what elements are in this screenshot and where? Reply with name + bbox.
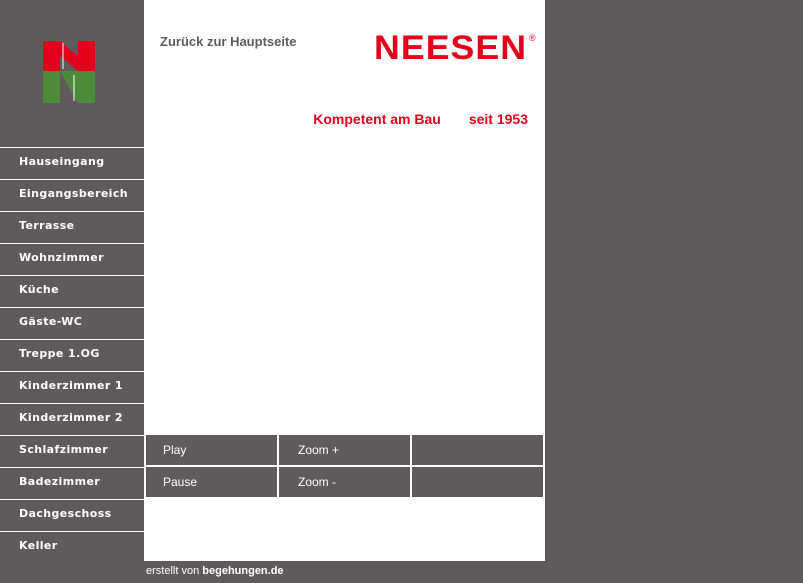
- sidebar-item-kinderzimmer-2[interactable]: Kinderzimmer 2: [0, 403, 144, 433]
- pause-button[interactable]: Pause: [146, 467, 277, 497]
- footer-site-link[interactable]: begehungen.de: [202, 565, 284, 577]
- tagline: [313, 111, 528, 127]
- sidebar-nav: [0, 147, 144, 563]
- registered-mark: ®: [529, 33, 536, 43]
- sidebar-item-dachgeschoss[interactable]: Dachgeschoss: [0, 499, 144, 529]
- footer-credit: [146, 565, 284, 577]
- since-year: seit 1953: [468, 111, 528, 127]
- empty-control-slot: [412, 467, 543, 497]
- sidebar-item-eingangsbereich[interactable]: Eingangsbereich: [0, 179, 144, 209]
- sidebar-item-keller[interactable]: Keller: [0, 531, 144, 561]
- sidebar-item-treppe-1og[interactable]: Treppe 1.OG: [0, 339, 144, 369]
- play-button[interactable]: Play: [146, 435, 277, 465]
- empty-control-slot: [412, 435, 543, 465]
- n-logo-icon: [43, 41, 95, 103]
- sidebar-item-wohnzimmer[interactable]: Wohnzimmer: [0, 243, 144, 273]
- sidebar-item-gaeste-wc[interactable]: Gäste-WC: [0, 307, 144, 337]
- zoom-out-button[interactable]: Zoom -: [279, 467, 410, 497]
- sidebar-item-schlafzimmer[interactable]: Schlafzimmer: [0, 435, 144, 465]
- sidebar-item-hauseingang[interactable]: Hauseingang: [0, 147, 144, 177]
- zoom-in-button[interactable]: Zoom +: [279, 435, 410, 465]
- sidebar-item-badezimmer[interactable]: Badezimmer: [0, 467, 144, 497]
- footer-prefix: erstellt von: [146, 565, 200, 577]
- main-content: [144, 0, 545, 561]
- back-to-home-link[interactable]: Zurück zur Hauptseite: [160, 34, 297, 49]
- sidebar-item-kueche[interactable]: Küche: [0, 275, 144, 305]
- sidebar-item-terrasse[interactable]: Terrasse: [0, 211, 144, 241]
- slideshow-controls: [146, 435, 545, 499]
- sidebar-item-kinderzimmer-1[interactable]: Kinderzimmer 1: [0, 371, 144, 401]
- tagline-text: Kompetent am Bau: [313, 111, 441, 127]
- brand-wordmark: NEESEN: [374, 29, 528, 67]
- logo-area: [0, 0, 144, 145]
